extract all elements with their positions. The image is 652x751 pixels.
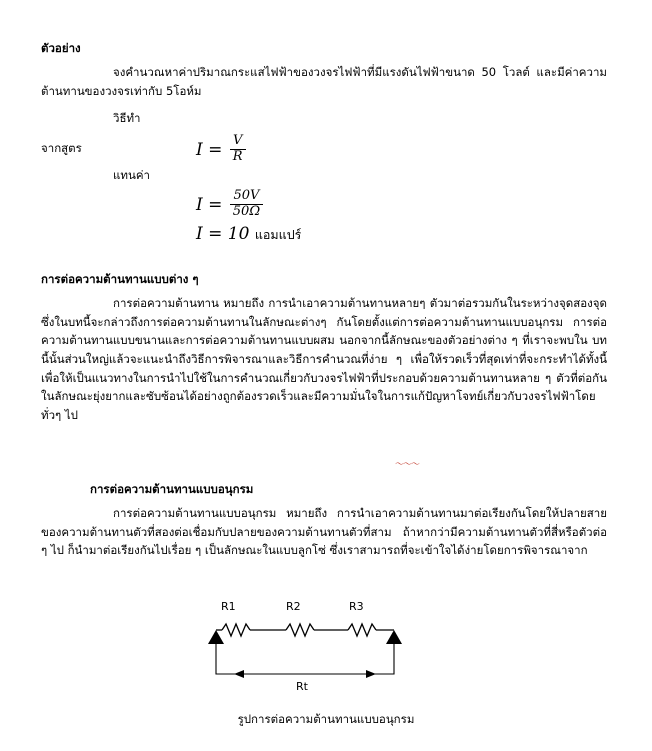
substituted-denominator: 50Ω — [230, 204, 263, 220]
formula-fraction — [230, 134, 246, 165]
problem-statement: จงคำนวณหาค่าปริมาณกระแสไฟฟ้าของวงจรไฟฟ้าที่มีแรงดันไฟฟ้าขนาด 50 โวลต์ และมีค่าความต้านทานของวงจรเท่ากับ 5โอห์ม — [41, 65, 607, 98]
formula-denominator: R — [230, 149, 246, 165]
from-formula-label: จากสูตร — [41, 141, 82, 155]
section-paragraph-connections: การต่อความต้านทาน หมายถึง การนำเอาความต้านทานหลายๆ ตัวมาต่อรวมกันในระหว่างจุดสองจุดซึ่งในบทนี้จะกล่าวถึงการต่อความต้านทานในลักษณะต่างๆ กันโดยตั้งแต่การต่อความต้านทานแบบอนุกรม การต่อความต้านทานแบบขนานและการต่อความต้านทานแบบผสม นอกจากนี้ลักษณะของตัวอย่างต่าง ๆ ที่เราจะพบใน บทนี้นั้นส่วนใหญ่แล้วจะแนะนำถึงวิธีการพิจารณาและวิธีการคำนวณที่ง่าย ๆ เพื่อให้รวดเร็วที่สุดเท่าที่จะกระทำได้ทั้งนี้เพื่อให้เป็นแนวทางในการนำไปใช้ในการคำนวณเกี่ยวกับวงจรไฟฟ้าที่ประกอบด้วยความต้านทานหลาย ๆ ตัวที่ต่อกันในลักษณะยุ่งยากและซับซ้อนได้อย่างถูกต้องรวดเร็วและมีความมั่นใจในการแก้ปัญหาโจทย์เกี่ยวกับวงจรไฟฟ้าโดยทั่วๆ ไป — [41, 296, 607, 422]
formula-substituted — [196, 190, 265, 221]
formula-equals: = — [208, 139, 223, 160]
rt-bracket — [216, 644, 394, 674]
spellcheck-underline-icon: 〜〜〜 — [395, 460, 420, 470]
formula-numerator: V — [232, 133, 243, 148]
right-terminal-arrow-icon — [386, 630, 402, 644]
substituted-numerator: 50V — [233, 188, 260, 203]
figure-caption: รูปการต่อความต้านทานแบบอนุกรม — [237, 712, 415, 726]
section-heading-connections: การต่อความต้านทานแบบต่าง ๆ — [41, 272, 199, 286]
example-title: ตัวอย่าง — [41, 41, 81, 55]
section-heading-series: การต่อความต้านทานแบบอนุกรม — [90, 482, 254, 496]
section-paragraph-series: การต่อความต้านทานแบบอนุกรม หมายถึง การนำเอาความต้านทานมาต่อเรียงกันโดยให้ปลายสายของความต้านทานตัวที่สองต่อเชื่อมกับปลายของความต้านทานตัวที่สาม ถ้าหากว่ามีความต้านทานตัวที่สี่หรือตัวต่อ ๆ ไป ก็นำมาต่อเรียงกันไปเรื่อย ๆ เป็นลักษณะในแบบลูกโซ่ ซึ่งเราสามารถที่จะเข้าใจได้ง่ายโดยการพิจารณาจาก — [41, 506, 607, 558]
total-resistance-label: Rt — [296, 680, 308, 693]
resistor-label-r1: R1 — [221, 600, 236, 613]
resistor-label-r3: R3 — [349, 600, 364, 613]
formula-result — [196, 224, 301, 245]
result-equals: = — [208, 224, 223, 244]
rt-left-arrow-icon — [234, 670, 244, 678]
substituted-equals: = — [208, 194, 223, 215]
left-terminal-arrow-icon — [208, 630, 224, 644]
resistor-label-r2: R2 — [286, 600, 301, 613]
formula-main — [196, 135, 248, 166]
substitute-label: แทนค่า — [113, 168, 151, 182]
substituted-lhs: I — [196, 194, 203, 215]
result-value: 10 — [227, 224, 250, 244]
method-label: วิธีทำ — [113, 111, 141, 125]
result-unit: แอมแปร์ — [254, 227, 302, 242]
formula-lhs: I — [196, 139, 203, 160]
substituted-fraction — [230, 189, 263, 220]
series-circuit-diagram — [176, 600, 466, 695]
result-lhs: I — [196, 224, 203, 244]
resistor-zigzags — [216, 624, 394, 636]
circuit-svg — [176, 616, 466, 696]
rt-right-arrow-icon — [366, 670, 376, 678]
